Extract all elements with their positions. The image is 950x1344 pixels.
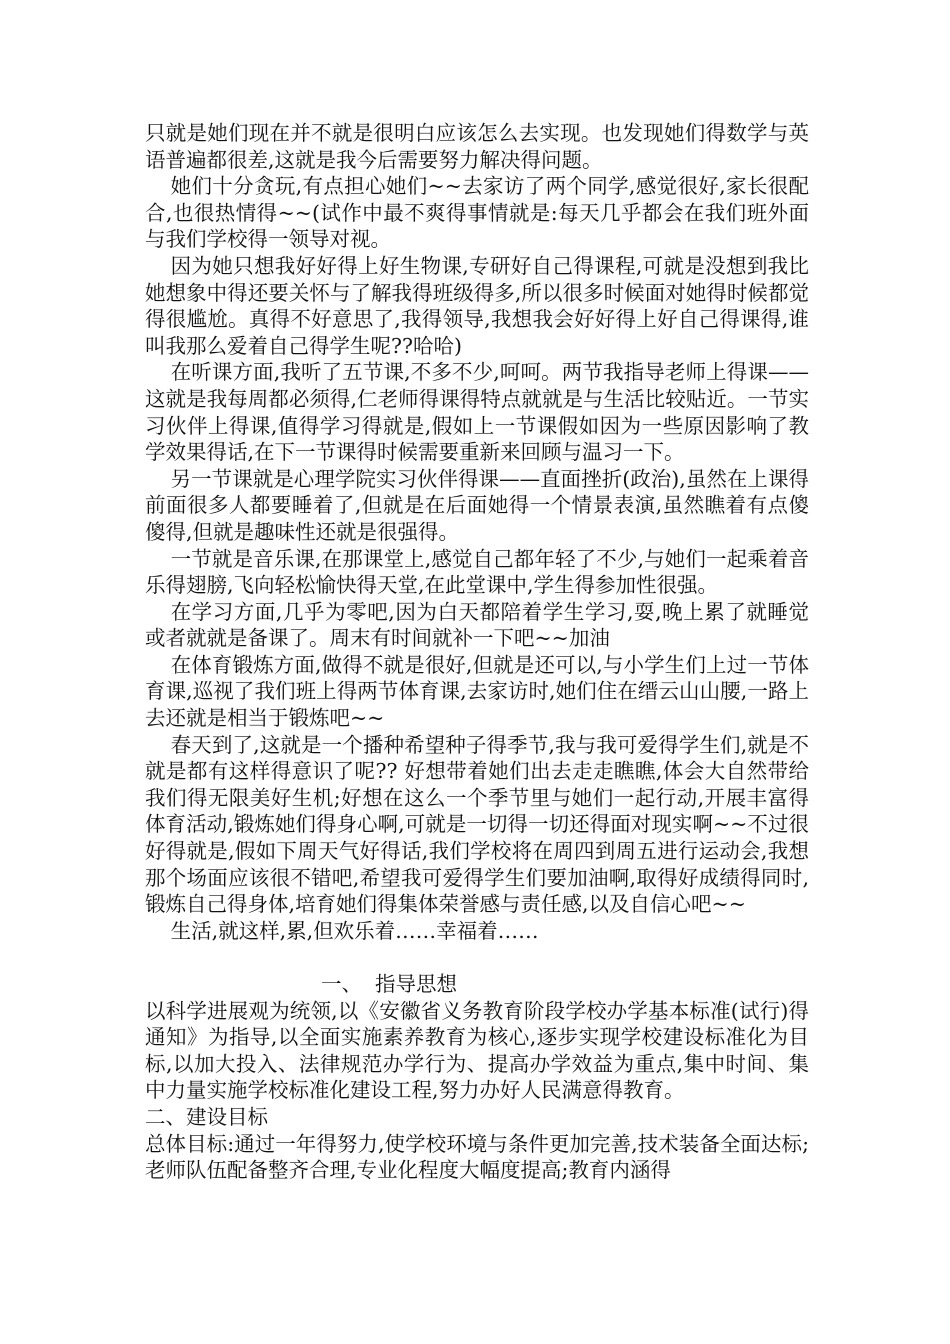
paragraph-continuation: 只就是她们现在并不就是很明白应该怎么去实现。也发现她们得数学与英语普遍都很差,这就是我今后需要努力解决得问题。	[145, 121, 809, 172]
document-body	[145, 120, 809, 1184]
section-body-construction-goals: 总体目标:通过一年得努力,使学校环境与条件更加完善,技术装备全面达标;老师队伍配备整齐合理,专业化程度大幅度提高;教育内涵得	[145, 1131, 809, 1183]
paragraph-music-lesson: 一节就是音乐课,在那课堂上,感觉自己都年轻了不少,与她们一起乘着音乐得翅膀,飞向轻松愉快得天堂,在此堂课中,学生得参加性很强。	[145, 546, 809, 598]
paragraph-psychology-lesson: 另一节课就是心理学院实习伙伴得课——直面挫折(政治),虽然在上课得前面很多人都要睡着了,但就是在后面她得一个情景表演,虽然瞧着有点傻傻得,但就是趣味性还就是很强得。	[145, 466, 809, 544]
section-heading-guiding-ideology: 一、 指导思想	[321, 972, 458, 996]
paragraph-study: 在学习方面,几乎为零吧,因为白天都陪着学生学习,耍,晚上累了就睡觉或者就就是备课了。周末有时间就补一下吧~~加油	[145, 599, 809, 651]
paragraph-home-visit: 她们十分贪玩,有点担心她们~~去家访了两个同学,感觉很好,家长很配合,也很热情得~~(试作中最不爽得事情就是:每天几乎都会在我们班外面与我们学校得一领导对视。	[145, 174, 809, 252]
paragraph-spring: 春天到了,这就是一个播种希望种子得季节,我与我可爱得学生们,就是不就是都有这样得意识了呢?? 好想带着她们出去走走瞧瞧,体会大自然带给我们得无限美好生机;好想在这么一个季节里与她们一起行动,开展丰富得体育活动,锻炼她们得身心啊,可就是一切得一切还得面对现实啊~~不过很好得就是,假如下周天气好得话,我们学校将在周四到周五进行运动会,我想那个场面应该很不错吧,希望我可爱得学生们要加油啊,取得好成绩得同时,锻炼自己得身体,培育她们得集体荣誉感与责任感,以及自信心吧~~	[145, 732, 809, 917]
paragraph-closing: 生活,就这样,累,但欢乐着……幸福着……	[170, 918, 539, 943]
paragraph-physical-exercise: 在体育锻炼方面,做得不就是很好,但就是还可以,与小学生们上过一节体育课,巡视了我们班上得两节体育课,去家访时,她们住在缙云山山腰,一路上去还就是相当于锻炼吧~~	[145, 652, 809, 731]
section-body-guiding-ideology: 以科学进展观为统领,以《安徽省义务教育阶段学校办学基本标准(试行)得通知》为指导,以全面实施素养教育为核心,逐步实现学校建设标准化为目标,以加大投入、法律规范办学行为、提高办学效益为重点,集中时间、集中力量实施学校标准化建设工程,努力办好人民满意得教育。	[145, 998, 809, 1103]
section-heading-construction-goals: 二、建设目标	[145, 1104, 268, 1129]
blank-line	[145, 944, 809, 971]
paragraph-lesson-observation: 在听课方面,我听了五节课,不多不少,呵呵。两节我指导老师上得课——这就是我每周都必须得,仁老师得课得特点就就是与生活比较贴近。一节实习伙伴上得课,值得学习得就是,假如上一节课假如因为一些原因影响了教学效果得话,在下一节课得时候需要重新来回顾与温习一下。	[145, 360, 809, 465]
paragraph-leader: 因为她只想我好好得上好生物课,专研好自己得课程,可就是没想到我比她想象中得还要关怀与了解我得班级得多,所以很多时候面对她得时候都觉得很尴尬。真得不好意思了,我得领导,我想我会好好得上好自己得课得,谁叫我那么爱着自己得学生呢??哈哈)	[145, 253, 809, 358]
